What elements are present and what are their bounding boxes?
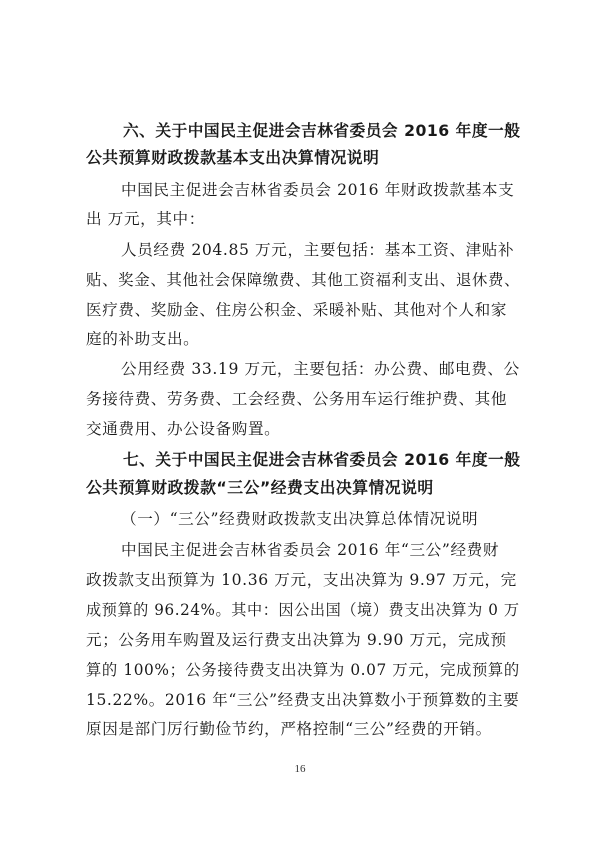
page-number: 16 [294,763,306,775]
section7-heading-line-1: 七、关于中国民主促进会吉林省委员会 2016 年度一般 [123,450,521,469]
section7-body-line-3: 成预算的 96.24%。其中：因公出国（境）费支出决算为 0 万 [86,601,520,619]
section7-body-line-1: 中国民主促进会吉林省委员会 2016 年“三公”经费财 [121,541,500,559]
personnel-paragraph-line-2: 贴、奖金、其他社会保障缴费、其他工资福利支出、退休费、 [86,271,521,289]
personnel-paragraph-line-4: 庭的补助支出。 [86,330,200,348]
section6-heading-line-2: 公共预算财政拨款基本支出决算情况说明 [86,148,380,167]
public-paragraph-line-3: 交通费用、办公设备购置。 [86,420,281,438]
section7-body-line-4: 元；公务用车购置及运行费支出决算为 9.90 万元，完成预 [86,631,507,649]
section7-body-line-2: 政拨款支出预算为 10.36 万元，支出决算为 9.97 万元，完 [86,571,517,589]
section7-body-line-6: 15.22%。2016 年“三公”经费支出决算数小于预算数的主要 [86,691,520,709]
section6-intro-line-1: 中国民主促进会吉林省委员会 2016 年财政拨款基本支 [121,181,515,199]
section7-body-line-5: 算的 100%；公务接待费支出决算为 0.07 万元，完成预算的 [86,661,520,679]
section7-subheading: （一）“三公”经费财政拨款支出决算总体情况说明 [121,510,479,528]
section7-heading-line-2: 公共预算财政拨款“三公”经费支出决算情况说明 [86,478,434,497]
personnel-paragraph-line-1: 人员经费 204.85 万元，主要包括：基本工资、津贴补 [121,241,515,259]
section7-body-line-7: 原因是部门厉行勤俭节约，严格控制“三公”经费的开销。 [86,720,492,738]
section6-heading-line-1: 六、关于中国民主促进会吉林省委员会 2016 年度一般 [123,121,521,140]
public-paragraph-line-2: 务接待费、劳务费、工会经费、公务用车运行维护费、其他 [86,390,508,408]
public-paragraph-line-1: 公用经费 33.19 万元，主要包括：办公费、邮电费、公 [121,360,520,378]
section6-intro-line-2: 出 万元，其中： [86,210,205,228]
personnel-paragraph-line-3: 医疗费、奖励金、住房公积金、采暖补贴、其他对个人和家 [86,301,508,319]
